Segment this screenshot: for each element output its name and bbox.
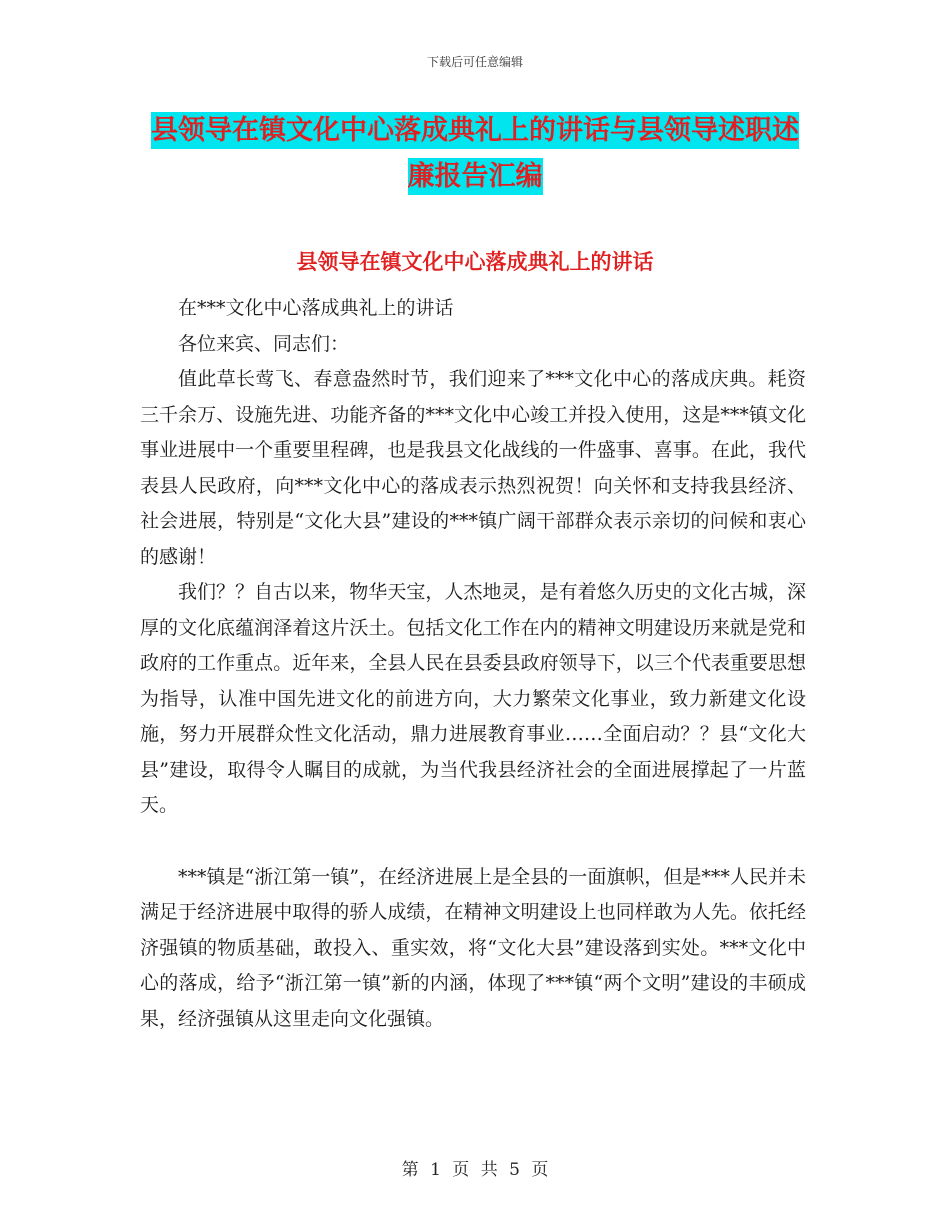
paragraph-heading: 在***文化中心落成典礼上的讲话 xyxy=(178,297,454,319)
paragraph-greeting: 各位来宾、同志们： xyxy=(178,332,350,355)
paragraph: 我们？？自古以来，物华天宝，人杰地灵，是有着悠久历史的文化古城，深厚的文化底蕴润泽着这片沃土。包括文化工作在内的精神文明建设历来就是党和政府的工作重点。近年来，全县人民在县委县政府领导下，以三个代表重要思想为指导，认准中国先进文化的前进方向，大力繁荣文化事业，致力新建文化设施，努力开展群众性文化活动，鼎力进展教育事业……全面启动？？县“文化大县”建设，取得令人瞩目的成就，为当代我县经济社会的全面进展撑起了一片蓝天。 xyxy=(140,581,806,816)
page-number-footer: 第 1 页 共 5 页 xyxy=(401,1160,549,1180)
document-body xyxy=(140,291,806,1037)
main-title-text: 县领导在镇文化中心落成典礼上的讲话与县领导述职述廉报告汇编 xyxy=(151,112,799,195)
paragraph: ***镇是“浙江第一镇”，在经济进展上是全县的一面旗帜，但是***人民并未满足于经济进展中取得的骄人成绩，在精神文明建设上也同样敢为人先。依托经济强镇的物质基础，敢投入、重实效，将“文化大县”建设落到实处。***文化中心的落成，给予“浙江第一镇”新的内涵，体现了***镇“两个文明”建设的丰硕成果，经济强镇从这里走向文化强镇。 xyxy=(140,865,806,1030)
paragraph: 值此草长莺飞、春意盎然时节，我们迎来了***文化中心的落成庆典。耗资三千余万、设施先进、功能齐备的***文化中心竣工并投入使用，这是***镇文化事业进展中一个重要里程碑，也是我县文化战线的一件盛事、喜事。在此，我代表县人民政府，向***文化中心的落成表示热烈祝贺！向关怀和支持我县经济、社会进展，特别是“文化大县”建设的***镇广阔干部群众表示亲切的问候和衷心的感谢！ xyxy=(140,368,806,568)
document-main-title xyxy=(140,108,810,200)
page-header-note: 下载后可任意编辑 xyxy=(426,55,523,69)
section-title: 县领导在镇文化中心落成典礼上的讲话 xyxy=(296,250,654,274)
